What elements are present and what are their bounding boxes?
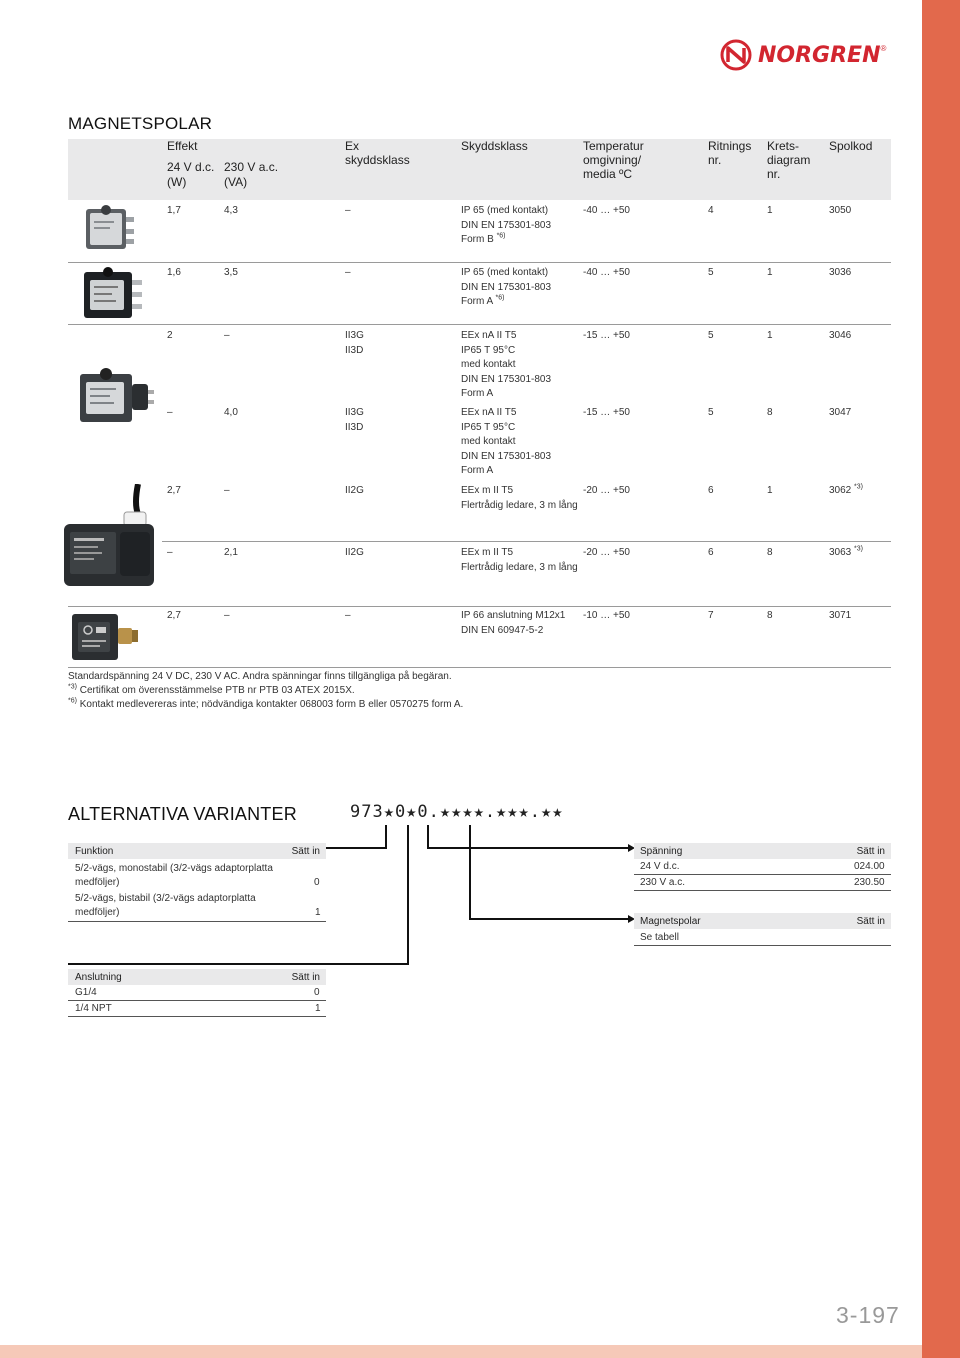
cell-text: 024.00 — [854, 861, 885, 872]
cell-text: 1 — [767, 267, 773, 278]
cell-text: 3050 — [829, 205, 852, 216]
cell-text: med kontakt — [461, 436, 516, 447]
cell-text: Form A $^{*6)}$ — [461, 294, 505, 307]
cell-text: 1 — [767, 485, 773, 496]
brand-wordmark: NORGREN — [758, 42, 881, 68]
cell-text: 4,0 — [224, 407, 238, 418]
row-divider — [68, 262, 891, 263]
cell-text: 8 — [767, 610, 773, 621]
note-6: $^{*6)}$ Kontakt medlevereras inte; nödvändiga kontakter 068003 form B eller 0570275 form A. — [68, 697, 464, 710]
cell-text: 230.50 — [854, 877, 885, 888]
anslutning-header: Anslutning Sätt in — [68, 969, 326, 985]
box-rule — [68, 1000, 326, 1001]
connector-line — [427, 825, 429, 849]
cell-text: 5 — [708, 407, 714, 418]
cell-text: 0 — [314, 987, 320, 998]
cell-text: DIN EN 60947-5-2 — [461, 624, 544, 636]
cell-text: 5 — [708, 330, 714, 341]
cell-text: IP 65 (med kontakt) — [461, 205, 549, 216]
cell-text: 3047 — [829, 407, 852, 418]
cell-text: IP 66 anslutning M12x1 — [461, 610, 566, 621]
cell-text: medföljer) — [75, 907, 120, 918]
header-ac-unit: (VA) — [224, 175, 248, 189]
solenoid-coil-image — [78, 364, 156, 426]
cell-text: -20 … +50 — [583, 485, 630, 496]
cell-text: DIN EN 175301-803 — [461, 219, 552, 231]
cell-text: – — [345, 610, 351, 621]
row-divider — [68, 606, 891, 607]
box-rule — [634, 945, 891, 946]
order-code: 973★0★0.★★★★.★★★.★★ — [350, 802, 564, 822]
connector-line — [385, 825, 387, 848]
cell-text: Form A — [461, 388, 494, 399]
cell-text: EEx nA II T5 — [461, 407, 517, 418]
cell-text: -40 … +50 — [583, 267, 630, 278]
header-ex: Ex — [345, 139, 360, 153]
cell-text: 1,6 — [167, 267, 181, 278]
cell-text: 4,3 — [224, 205, 238, 216]
box-rule — [68, 1016, 326, 1017]
header-temp-3: media ºC — [583, 167, 633, 181]
cell-text: EEx m II T5 — [461, 485, 514, 496]
cell-text: Flertrådig ledare, 3 m lång — [461, 499, 578, 511]
cell-text: 0 — [314, 877, 320, 888]
page-number: 3-197 — [836, 1302, 900, 1328]
cell-text: -40 … +50 — [583, 205, 630, 216]
header-ex-2: skyddsklass — [345, 153, 410, 167]
cell-text: II3D — [345, 421, 364, 433]
cell-text: 3062 $^{*3)}$ — [829, 483, 863, 496]
spanning-header: Spänning Sätt in — [634, 843, 891, 859]
cell-text: 24 V d.c. — [640, 861, 680, 872]
cell-text: 2,7 — [167, 610, 181, 621]
cell-text: Flertrådig ledare, 3 m lång — [461, 561, 578, 573]
cell-text: 7 — [708, 610, 714, 621]
box-rule — [634, 890, 891, 891]
cell-text: EEx m II T5 — [461, 547, 514, 558]
header-krets-2: diagram — [767, 153, 811, 167]
cell-text: 6 — [708, 485, 714, 496]
header-ritnings-1: Ritnings — [708, 139, 752, 153]
note-standard-voltage: Standardspänning 24 V DC, 230 V AC. Andra spänningar finns tillgängliga på begäran. — [68, 671, 452, 682]
header-spolkod: Spolkod — [829, 139, 873, 153]
cell-text: II2G — [345, 547, 364, 558]
cell-text: II3G — [345, 330, 364, 341]
row-divider — [68, 324, 891, 325]
cell-text: -10 … +50 — [583, 610, 630, 621]
cell-text: -15 … +50 — [583, 330, 630, 341]
row-divider — [68, 667, 891, 668]
cell-text: -15 … +50 — [583, 407, 630, 418]
box-rule — [634, 874, 891, 875]
connector-line — [407, 825, 409, 965]
connector-line — [427, 847, 629, 849]
section-title: MAGNETSPOLAR — [68, 114, 213, 133]
cell-text: -20 … +50 — [583, 547, 630, 558]
cell-text: medföljer) — [75, 877, 120, 888]
cell-text: 230 V a.c. — [640, 877, 686, 888]
cell-text: 1 — [767, 330, 773, 341]
cell-text: IP 65 (med kontakt) — [461, 267, 549, 278]
variants-title: ALTERNATIVA VARIANTER — [68, 804, 297, 824]
header-dc-unit: (W) — [167, 175, 187, 189]
cell-text: EEx nA II T5 — [461, 330, 517, 341]
connector-line — [326, 847, 387, 849]
cell-text: DIN EN 175301-803 — [461, 373, 552, 385]
encapsulated-coil-image — [62, 484, 162, 602]
cell-text: 5 — [708, 267, 714, 278]
bottom-band — [0, 1345, 922, 1358]
connector-line — [469, 825, 471, 920]
cell-text: – — [167, 547, 173, 558]
cell-text: 8 — [767, 407, 773, 418]
cell-text: IP65 T 95°C — [461, 344, 516, 356]
header-effekt: Effekt — [167, 139, 198, 153]
cell-text: – — [224, 610, 230, 621]
cell-text: 8 — [767, 547, 773, 558]
cell-text: Se tabell — [640, 932, 679, 943]
cell-text: 6 — [708, 547, 714, 558]
cell-text: 4 — [708, 205, 714, 216]
header-skyddsklass: Skyddsklass — [461, 139, 528, 153]
note-3: $^{*3)}$ Certifikat om överensstämmelse PTB nr PTB 03 ATEX 2015X. — [68, 683, 355, 696]
cell-text: – — [224, 330, 230, 341]
cell-text: – — [167, 407, 173, 418]
magnetspolar-header: Magnetspolar Sätt in — [634, 913, 891, 929]
cell-text: II3G — [345, 407, 364, 418]
cell-text: II2G — [345, 485, 364, 496]
cell-text: 5/2-vägs, bistabil (3/2-vägs adaptorplatta — [75, 893, 256, 904]
cell-text: DIN EN 175301-803 — [461, 450, 552, 462]
m12-coil-image — [70, 610, 140, 664]
cell-text: 3063 $^{*3)}$ — [829, 545, 863, 558]
cell-text: DIN EN 175301-803 — [461, 281, 552, 293]
header-dc: 24 V d.c. — [167, 160, 215, 174]
sidebar-stripe — [922, 0, 960, 1358]
norgren-logo — [720, 38, 886, 72]
cell-text: 3036 — [829, 267, 852, 278]
cell-text: 5/2-vägs, monostabil (3/2-vägs adaptorplatta — [75, 863, 273, 874]
header-krets-1: Krets- — [767, 139, 800, 153]
cell-text: 3071 — [829, 610, 852, 621]
header-temp-1: Temperatur — [583, 139, 644, 153]
box-rule — [68, 921, 326, 922]
cell-text: 2 — [167, 330, 173, 341]
cell-text: 1/4 NPT — [75, 1003, 112, 1014]
norgren-emblem-icon — [720, 39, 752, 71]
cell-text: Form B $^{*6)}$ — [461, 232, 506, 245]
solenoid-coil-image — [84, 203, 146, 255]
header-ritnings-2: nr. — [708, 153, 722, 167]
cell-text: – — [224, 485, 230, 496]
cell-text: 1 — [315, 907, 321, 918]
connector-line — [469, 918, 629, 920]
cell-text: – — [345, 205, 351, 216]
funktion-header: Funktion Sätt in — [68, 843, 326, 859]
header-temp-2: omgivning/ — [583, 153, 642, 167]
cell-text: 1 — [767, 205, 773, 216]
cell-text: – — [345, 267, 351, 278]
cell-text: 3,5 — [224, 267, 238, 278]
row-divider — [162, 541, 891, 542]
cell-text: 3046 — [829, 330, 852, 341]
registered-mark: ® — [880, 44, 887, 53]
cell-text: med kontakt — [461, 359, 516, 370]
header-krets-3: nr. — [767, 167, 781, 181]
cell-text: 1,7 — [167, 205, 181, 216]
cell-text: 1 — [315, 1003, 321, 1014]
cell-text: 2,7 — [167, 485, 181, 496]
cell-text: IP65 T 95°C — [461, 421, 516, 433]
solenoid-coil-image — [82, 266, 154, 322]
cell-text: II3D — [345, 344, 364, 356]
cell-text: 2,1 — [224, 547, 238, 558]
cell-text: G1/4 — [75, 987, 97, 998]
header-ac: 230 V a.c. — [224, 160, 279, 174]
connector-line — [68, 963, 409, 965]
cell-text: Form A — [461, 465, 494, 476]
